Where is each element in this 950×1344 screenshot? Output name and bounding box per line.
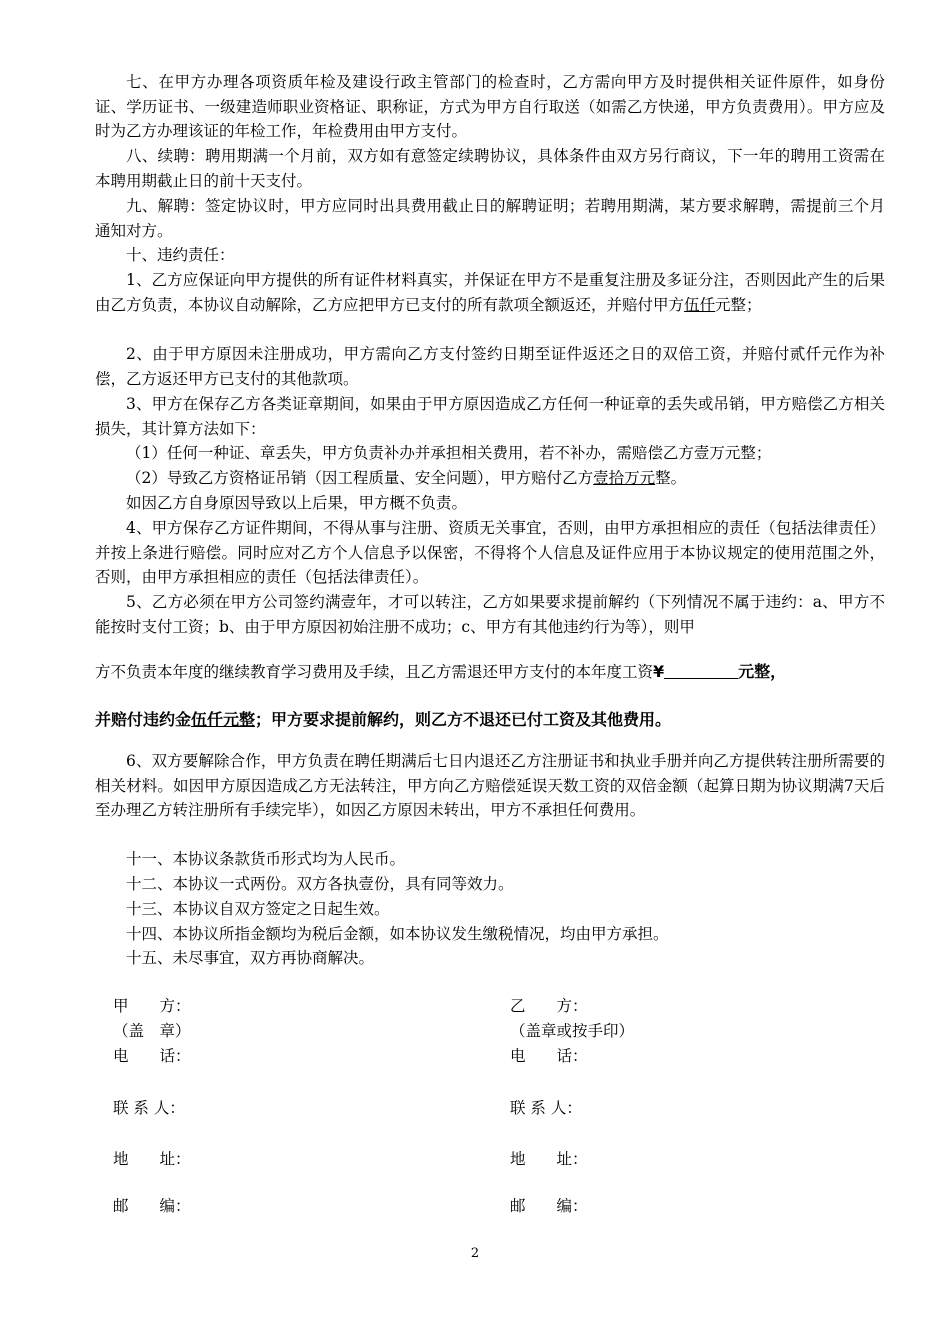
clause-10-4: 4、甲方保存乙方证件期间，不得从事与注册、资质无关事宜，否则，由甲方承担相应的责任（包括法律责任）并按上条进行赔偿。同时应对乙方个人信息予以保密，不得将个人信息及证件应用于本协议规定的使用范围之外，否则，由甲方承担相应的责任（包括法律责任）。 [95, 519, 885, 586]
clause-13: 十三、本协议自双方签定之日起生效。 [126, 900, 390, 918]
party-a-seal: （盖 章） [113, 1022, 191, 1040]
clause-10-2: 2、由于甲方原因未注册成功，甲方需向乙方支付签约日期至证件返还之日的双倍工资，并赔付贰仟元作为补偿，乙方返还甲方已支付的其他款项。 [95, 345, 885, 388]
party-a-address: 地 址： [113, 1150, 191, 1168]
clause-8: 八、续聘：聘用期满一个月前，双方如有意签定续聘协议，具体条件由双方另行商议，下一年的聘用工资需在本聘用期截止日的前十天支付。 [95, 147, 885, 190]
wage-unit: 元整， [738, 662, 787, 681]
yen-sign: ¥ [653, 662, 665, 681]
clause-14: 十四、本协议所指金额均为税后金额，如本协议发生缴税情况，均由甲方承担。 [126, 925, 669, 943]
clause-10-1-text: 1、乙方应保证向甲方提供的所有证件材料真实，并保证在甲方不是重复注册及多证分注，否则因此产生的后果由乙方负责，本协议自动解除，乙方应把甲方已支付的所有款项全额返还，并赔付甲方 [95, 271, 885, 314]
penalty-amount: 伍仟 [684, 295, 716, 314]
clause-10-3-note: 如因乙方自身原因导致以上后果，甲方概不负责。 [126, 494, 468, 512]
clause-10-5-second [95, 660, 885, 685]
clause-10-3-1: （1）任何一种证、章丢失，甲方负责补办并承担相关费用，若不补办，需赔偿乙方壹万元整； [126, 444, 772, 462]
penalty-fee: 伍仟元整 [191, 710, 256, 729]
penalty-text: 并赔付违约金 [95, 710, 192, 729]
clause-12: 十二、本协议一式两份。双方各执壹份，具有同等效力。 [126, 875, 514, 893]
party-b-label: 乙 方： [510, 997, 588, 1015]
party-b-contact: 联 系 人： [510, 1099, 582, 1117]
wage-blank [664, 662, 738, 679]
party-a-postcode: 邮 编： [113, 1197, 191, 1215]
penalty-tail: ；甲方要求提前解约，则乙方不退还已付工资及其他费用。 [255, 710, 672, 729]
party-b-phone: 电 话： [510, 1047, 588, 1065]
clause-10-3-2-text: （2）导致乙方资格证吊销（因工程质量、安全问题），甲方赔付乙方 [126, 469, 594, 487]
clause-10-3-2 [95, 466, 885, 491]
clause-11: 十一、本协议条款货币形式均为人民币。 [126, 850, 406, 868]
party-a-phone: 电 话： [113, 1047, 191, 1065]
party-b-seal: （盖章或按手印） [510, 1022, 635, 1040]
clause-10-6: 6、双方要解除合作，甲方负责在聘任期满后七日内退还乙方注册证书和执业手册并向乙方提供转注册所需要的相关材料。如因甲方原因造成乙方无法转注，甲方向乙方赔偿延误天数工资的双倍金额（起算日期为协议期满7天后至办理乙方转注册所有手续完毕），如因乙方原因未转出，甲方不承担任何费用。 [95, 752, 885, 819]
clause-10-heading: 十、违约责任： [126, 246, 235, 264]
party-a-contact: 联 系 人： [113, 1099, 185, 1117]
clause-10-1 [95, 268, 885, 317]
clause-9: 九、解聘：签定协议时，甲方应同时出具费用截止日的解聘证明；若聘用期满，某方要求解聘，需提前三个月通知对方。 [95, 197, 885, 240]
compensation-amount: 壹拾万元 [593, 469, 656, 487]
party-a-label: 甲 方： [113, 997, 191, 1015]
clause-10-3-2-tail: 整。 [655, 469, 687, 487]
clause-10-3: 3、甲方在保存乙方各类证章期间，如果由于甲方原因造成乙方任何一种证章的丢失或吊销，甲方赔偿乙方相关损失，其计算方法如下： [95, 395, 885, 438]
party-b-postcode: 邮 编： [510, 1197, 588, 1215]
clause-10-5-bold [95, 708, 885, 733]
page-number: 2 [470, 1246, 480, 1261]
clause-10-5-first: 5、乙方必须在甲方公司签约满壹年，才可以转注，乙方如果要求提前解约（下列情况不属于违约：a、甲方不能按时支付工资；b、由于甲方原因初始注册不成功；c、甲方有其他违约行为等），则甲 [95, 593, 885, 636]
clause-15: 十五、未尽事宜，双方再协商解决。 [126, 949, 375, 967]
clause-10-5-text: 方不负责本年度的继续教育学习费用及手续，且乙方需退还甲方支付的本年度工资 [95, 663, 654, 681]
party-b-address: 地 址： [510, 1150, 588, 1168]
clause-10-1-tail: 元整； [715, 295, 762, 314]
clause-7: 七、在甲方办理各项资质年检及建设行政主管部门的检查时，乙方需向甲方及时提供相关证件原件，如身份证、学历证书、一级建造师职业资格证、职称证，方式为甲方自行取送（如需乙方快递，甲方负责费用）。甲方应及时为乙方办理该证的年检工作，年检费用由甲方支付。 [95, 73, 885, 140]
